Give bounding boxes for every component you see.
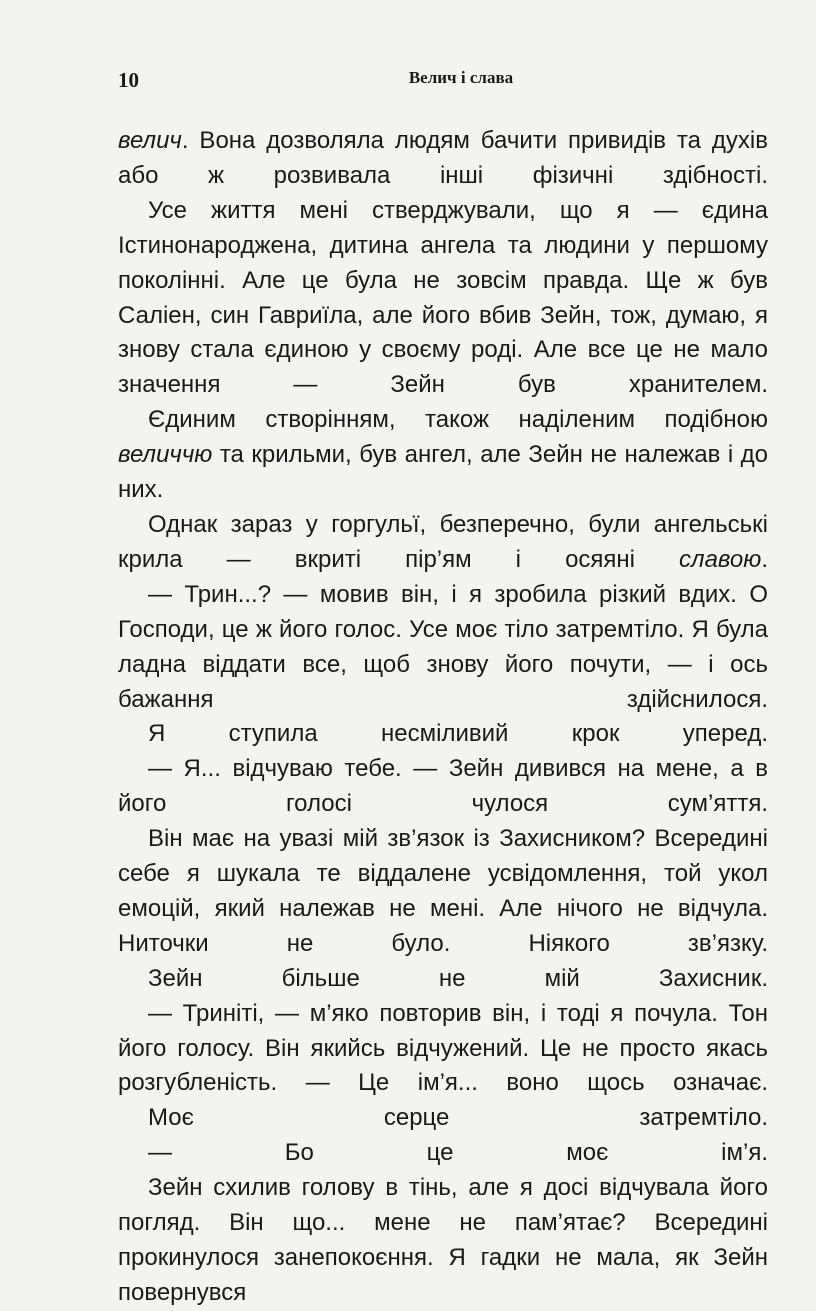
body-text	[118, 124, 768, 1311]
paragraph-12: — Бо це моє ім’я.	[148, 1139, 768, 1167]
paragraph-8: Він має на увазі мій зв’язок із Захисником? Всередині себе я шукала те віддалене усвідомлення, той укол емоцій, який належав не мені. Але нічого не відчула. Ниточки не було. Ніякого зв’язку.	[118, 825, 768, 957]
italic-word: величчю	[118, 441, 213, 469]
paragraph-7: — Я... відчуваю тебе. — Зейн дивився на мене, а в його голосі чулося сум’яття.	[118, 755, 768, 818]
paragraph-5: — Трин...? — мовив він, і я зробила різкий вдих. О Господи, це ж його голос. Усе моє тіло затремтіло. Я була ладна віддати все, щоб знову його почути, — і ось бажання здійснилося.	[118, 580, 768, 713]
paragraph-13: Зейн схилив голову в тінь, але я досі відчувала його погляд. Він що... мене не пам’ятає? Всередині прокинулося занепокоєння. Я гадки не мала, як Зейн повернувся	[118, 1174, 768, 1306]
paragraph-4: Однак зараз у горгульї, безперечно, були ангельські крила — вкриті пір’ям і осяяні славою.	[118, 510, 768, 573]
running-title: Велич і слава	[408, 68, 514, 87]
paragraph-6: Я ступила несміливий крок уперед.	[148, 720, 768, 748]
paragraph-1: велич. Вона дозволяла людям бачити привидів та духів або ж розвивала інші фізичні здібності.	[118, 127, 768, 189]
paragraph-2: Усе життя мені стверджували, що я — єдина Істинонароджена, дитина ангела та людини у першому поколінні. Але це була не зовсім правда. Ще ж був Саліен, син Гавриїла, але його вбив Зейн, тож, думаю, я знову стала єдиною у своєму роді. Але все це не мало значення — Зейн був хранителем.	[118, 196, 768, 399]
page-header	[118, 68, 764, 96]
italic-word: велич	[118, 127, 182, 154]
paragraph-10: — Триніті, — м’яко повторив він, і тоді я почула. Тон його голосу. Він якийсь відчужений. Це не просто якась розгубленість. — Це ім’я... воно щось означає.	[118, 999, 768, 1097]
paragraph-3: Єдиним створінням, також наділеним подібною величчю та крильми, був ангел, але Зейн не належав і до них.	[118, 406, 768, 504]
paragraph-9: Зейн більше не мій Захисник.	[148, 964, 768, 992]
italic-word: славою	[679, 545, 762, 573]
page-number: 10	[118, 68, 139, 92]
paragraph-11: Моє серце затремтіло.	[148, 1104, 768, 1132]
